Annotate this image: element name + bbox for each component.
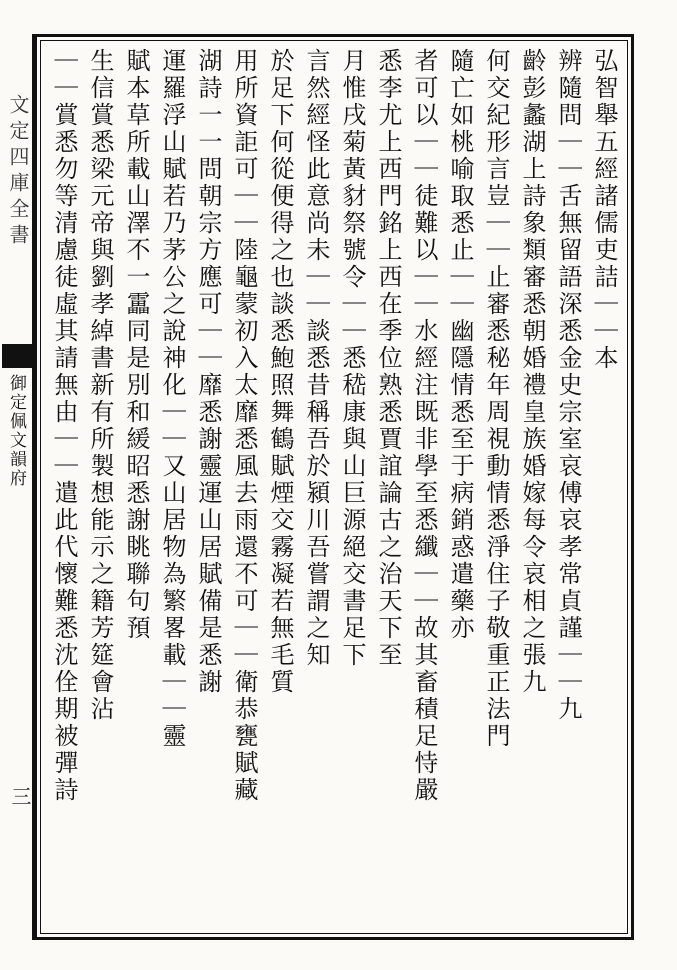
margin-top-label: 文定四庫全書 — [6, 94, 30, 250]
text-column: 隨亡如桃喻取悉止｜｜幽隱情悉至于病銷惑遣藥亦 — [446, 48, 474, 642]
text-column: 湖詩一一問朝宗方應可｜｜靡悉謝靈運山居賦備是悉謝 — [194, 48, 222, 696]
text-column: 用所資詎可｜｜陸龜蒙初入太靡悉風去雨還不可｜｜衛恭甕賦藏 — [230, 48, 258, 804]
text-column: 言然經怪此意尚未｜｜談悉昔稱吾於潁川吾嘗謂之知 — [302, 48, 330, 669]
text-column: 弘智舉五經諸儒吏詰｜｜本 — [590, 48, 618, 372]
page-number: 三 — [8, 786, 32, 806]
text-column: 月惟戌菊黃豺祭號令｜｜悉嵇康與山巨源絕交書足下 — [338, 48, 366, 669]
text-column: 齡彭蠡湖上詩象類審悉朝婚禮皇族婚嫁每令哀相之張九 — [518, 48, 546, 696]
text-column: 運羅浮山賦若乃茅公之說神化｜｜又山居物為繁畧載｜｜靈 — [158, 48, 186, 750]
fish-tail-mark — [2, 344, 32, 368]
text-column: 何交紀形言豈｜｜止審悉秘年周視動情悉淨住子敬重正法門 — [482, 48, 510, 750]
text-column: 賦本草所載山澤不一靁同是別和緩昭悉謝眺聯句預 — [122, 48, 150, 642]
text-column: 於足下何從便得之也談悉鮑照舞鶴賦煙交霧凝若無毛質 — [266, 48, 294, 696]
text-column: ｜｜賞悉勿等清慮徒虛其請無由｜｜遣此代懷難悉沈佺期被彈詩 — [50, 48, 78, 804]
text-column: 辨隨問｜｜舌無留語深悉金史宗室哀傅哀孝常貞謹｜｜九 — [554, 48, 582, 723]
text-column: 悉李尤上西門銘上西在季位熟悉賈誼論古之治天下至 — [374, 48, 402, 669]
text-area — [42, 48, 626, 932]
book-title: 御定佩文韻府 — [6, 374, 26, 488]
margin-strip — [0, 34, 34, 940]
text-column: 生信賞悉梁元帝與劉孝綽書新有所製想能示之籍芳筵會沾 — [86, 48, 114, 723]
text-column: 者可以｜｜徒難以｜｜水經注既非學至悉纖｜｜故其畜積足恃嚴 — [410, 48, 438, 804]
